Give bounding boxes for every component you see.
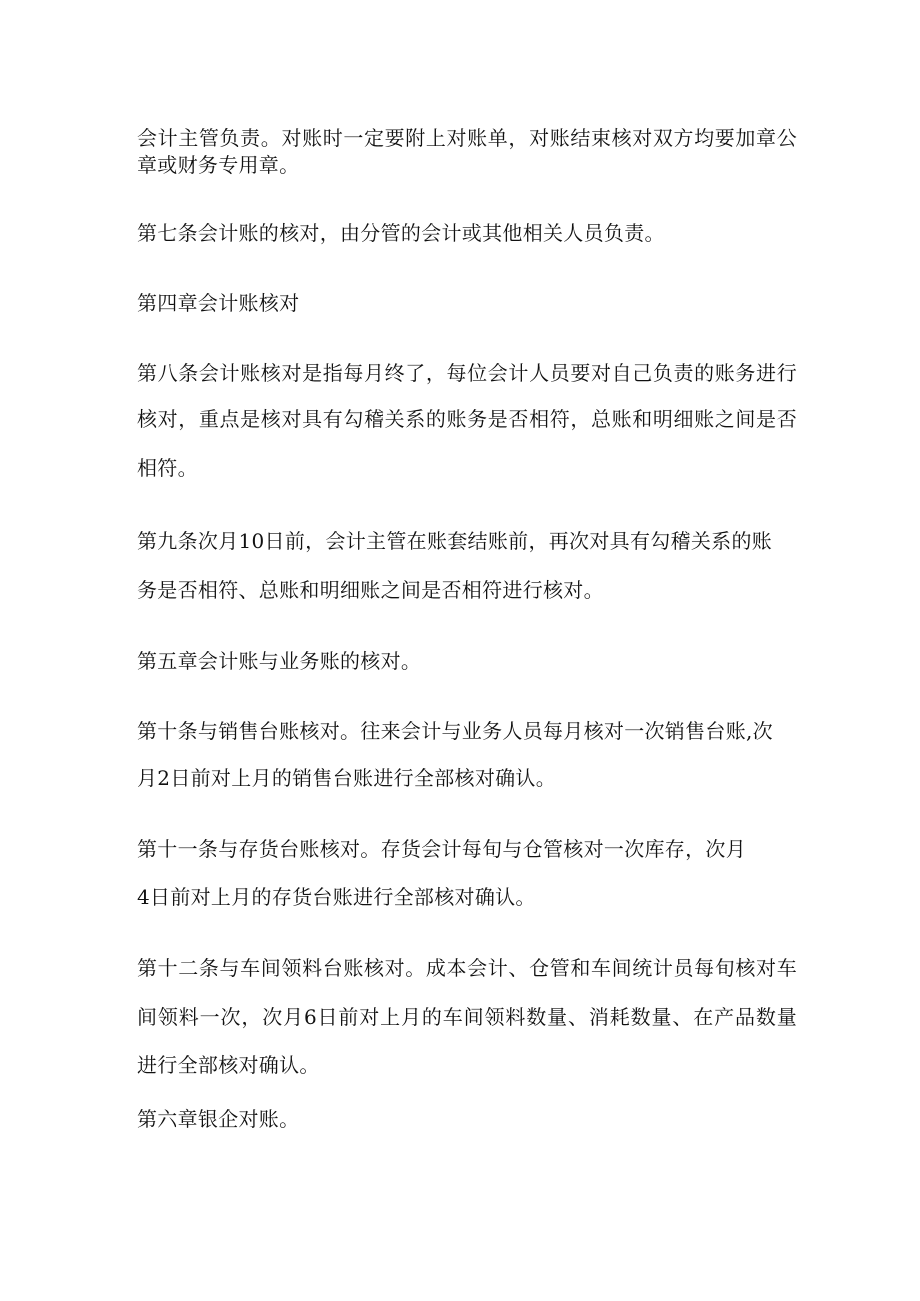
paragraph-line: 4日前对上月的存货台账进行全部核对确认。 — [137, 885, 536, 909]
paragraph-line: 月2日前对上月的销售台账进行全部核对确认。 — [137, 766, 557, 790]
paragraph-line: 务是否相符、总账和明细账之间是否相符进行核对。 — [137, 578, 604, 602]
paragraph-line: 核对，重点是核对具有勾稽关系的账务是否相符，总账和明细账之间是否 — [137, 407, 797, 431]
paragraph-line: 章或财务专用章。 — [137, 153, 300, 177]
paragraph-line: 进行全部核对确认。 — [137, 1053, 320, 1077]
paragraph-line: 第八条会计账核对是指每月终了，每位会计人员要对自己负责的账务进行 — [137, 361, 797, 385]
chapter-heading: 第五章会计账与业务账的核对。 — [137, 649, 422, 673]
paragraph-line: 会计主管负责。对账时一定要附上对账单，对账结束核对双方均要加章公 — [137, 126, 797, 150]
paragraph-line: 第十条与销售台账核对。往来会计与业务人员每月核对一次销售台账,次 — [137, 719, 773, 743]
paragraph-line: 第十一条与存货台账核对。存货会计每旬与仓管核对一次库存，次月 — [137, 837, 746, 861]
paragraph-line: 第九条次月10日前，会计主管在账套结账前，再次对具有勾稽关系的账 — [137, 529, 773, 553]
chapter-heading: 第四章会计账核对 — [137, 291, 300, 315]
paragraph-line: 间领料一次，次月6日前对上月的车间领料数量、消耗数量、在产品数量 — [137, 1005, 797, 1029]
paragraph-line: 第十二条与车间领料台账核对。成本会计、仓管和车间统计员每旬核对车 — [137, 956, 797, 980]
paragraph-line: 第七条会计账的核对，由分管的会计或其他相关人员负责。 — [137, 221, 665, 245]
chapter-heading: 第六章银企对账。 — [137, 1107, 300, 1131]
paragraph-line: 相符。 — [137, 456, 198, 480]
